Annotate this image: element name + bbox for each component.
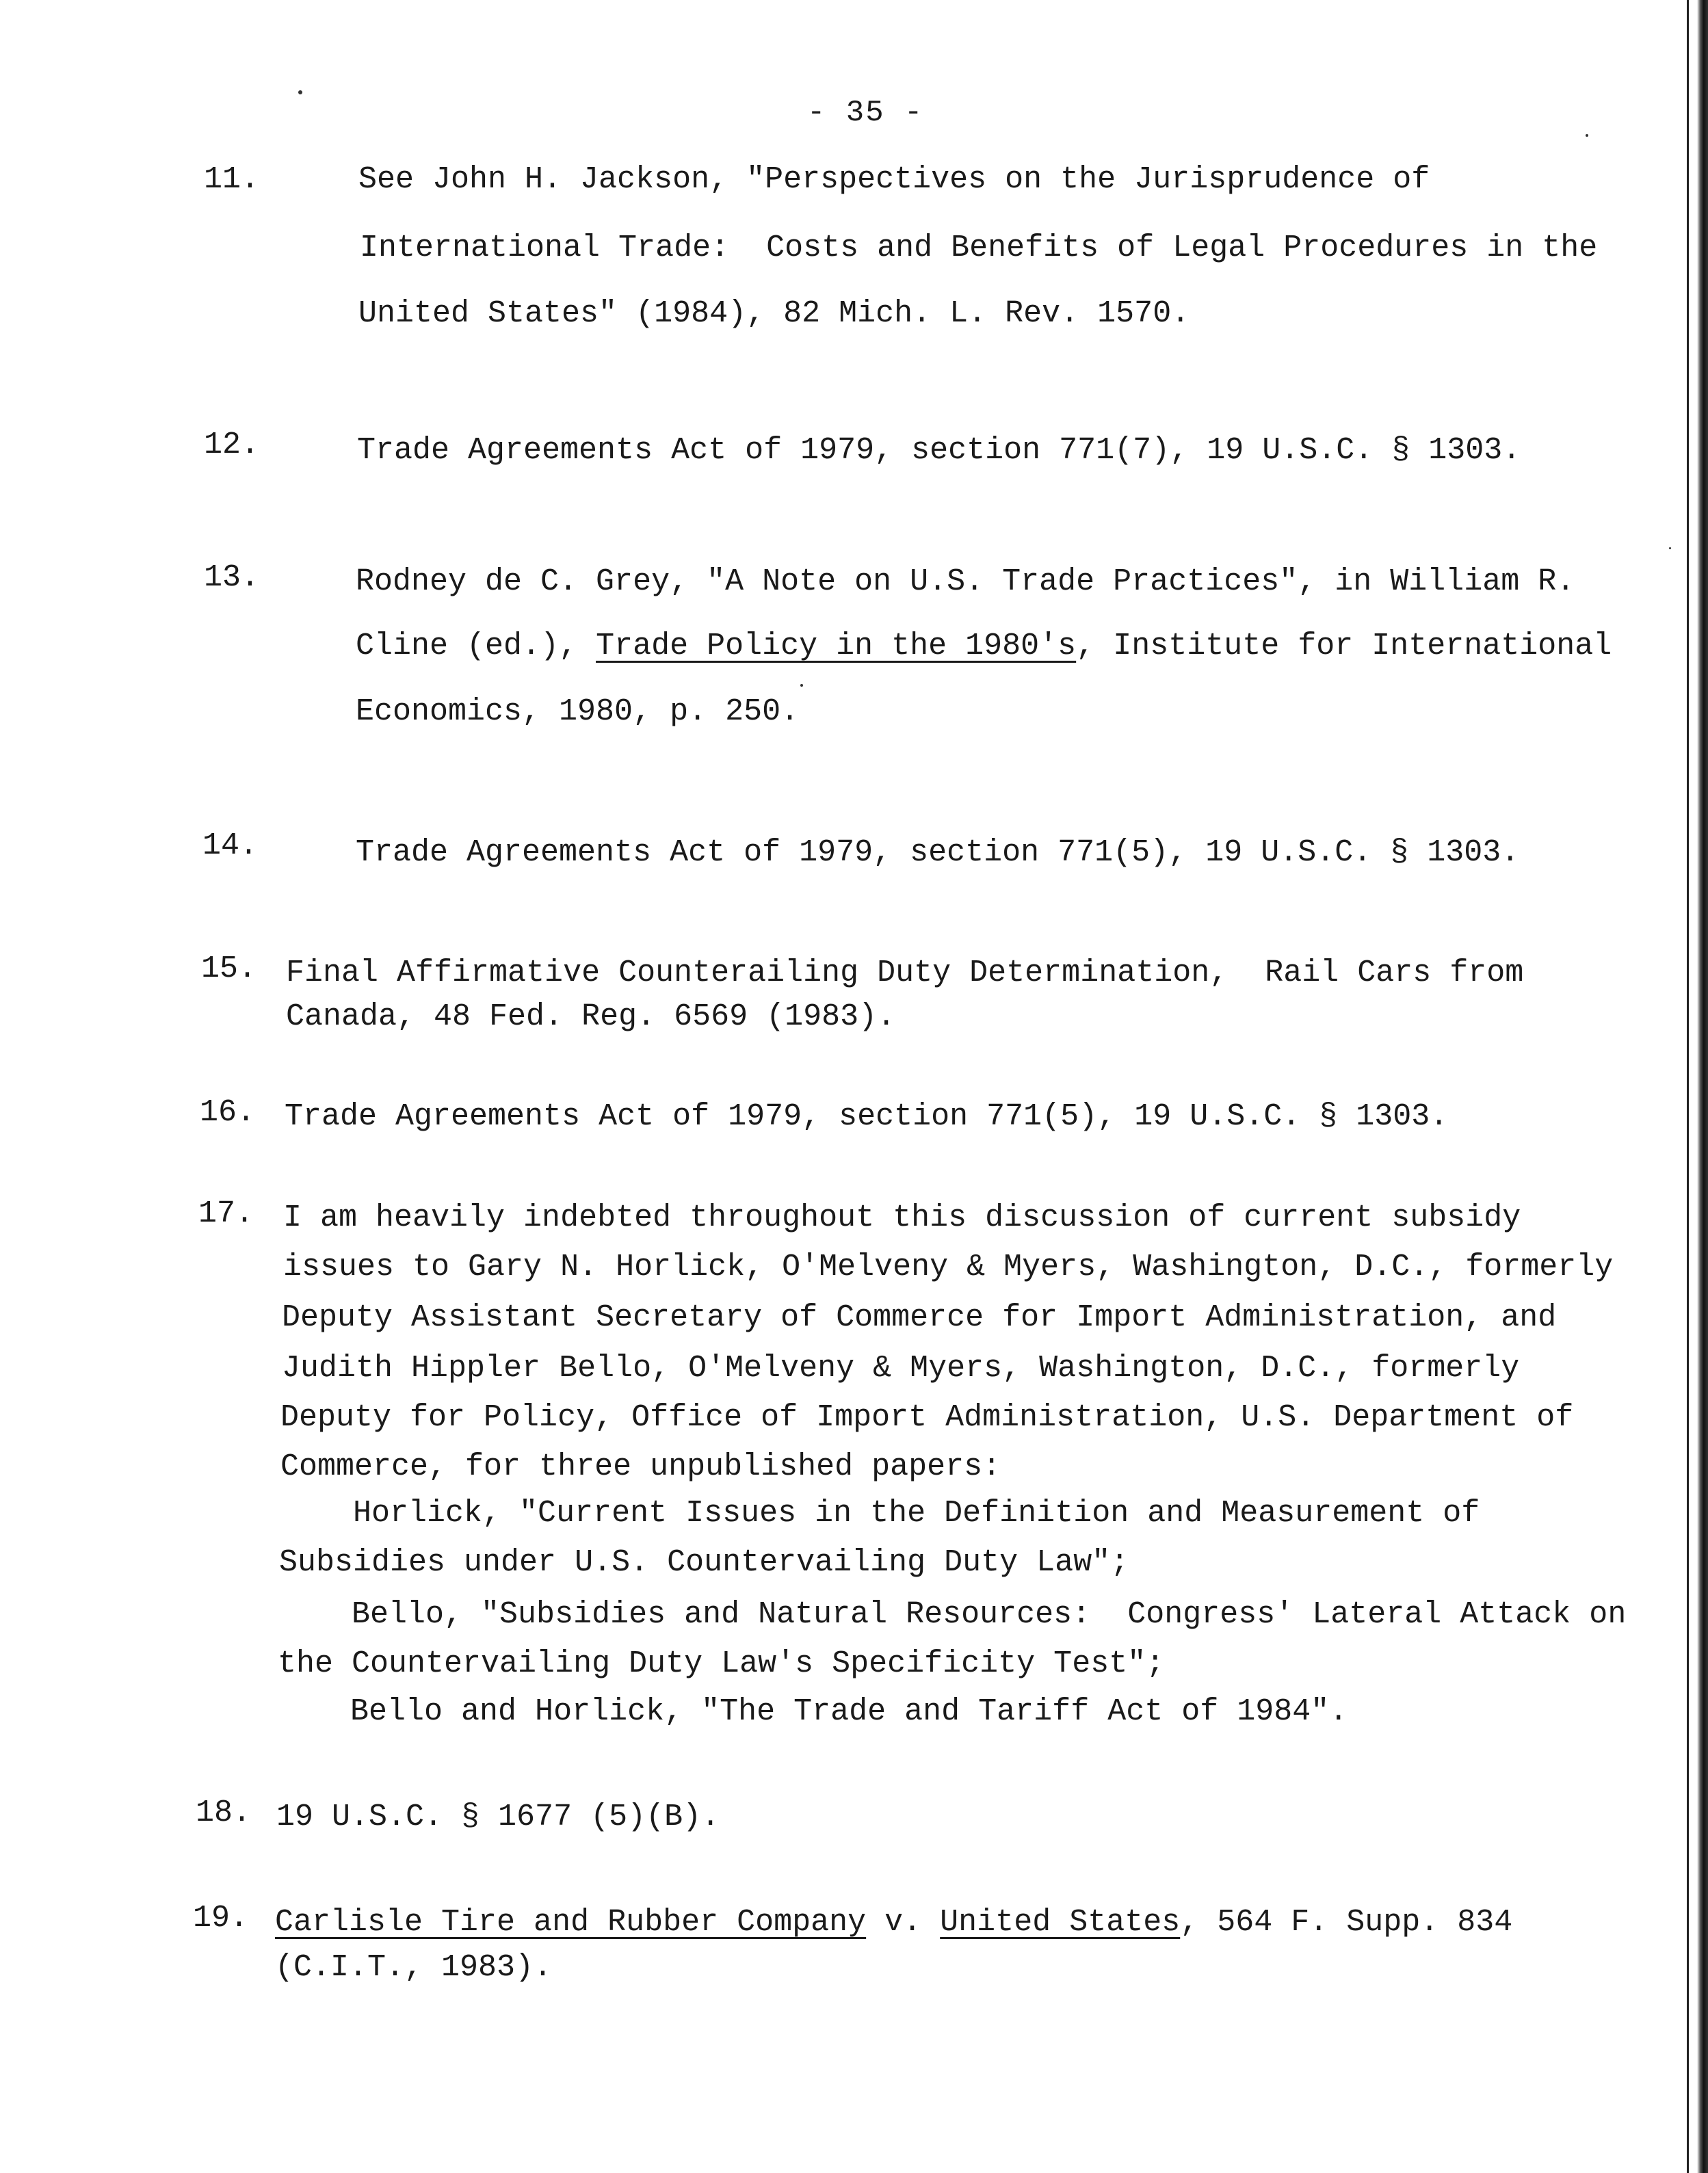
footnote-13 <box>204 560 1612 733</box>
footnote-text-line: Economics, 1980, p. 250. <box>356 694 800 729</box>
footnote-text-line: Commerce, for three unpublished papers: <box>280 1449 1001 1484</box>
footnote-14 <box>202 830 1571 871</box>
scan-speck <box>298 90 302 94</box>
footnote-text-line: Judith Hippler Bello, O'Melveny & Myers, Washington, D.C., formerly <box>282 1351 1520 1386</box>
footnote-number: 14. <box>202 828 259 863</box>
footnote-text-line: United States" (1984), 82 Mich. L. Rev. 1570. <box>358 296 1190 331</box>
footnote-text-line: (C.I.T., 1983). <box>275 1950 553 1985</box>
footnote-text: , Institute for International <box>1076 629 1612 663</box>
scan-speck <box>1586 134 1588 137</box>
footnote-text-line: International Trade: Costs and Benefits of Legal Procedures in the <box>360 231 1598 265</box>
footnote-number: 13. <box>204 560 260 595</box>
footnote-text-line: Final Affirmative Counterailing Duty Determination, Rail Cars from <box>286 956 1524 990</box>
scan-edge-shadow <box>1697 0 1708 2173</box>
case-name: Carlisle Tire and Rubber Company <box>275 1905 867 1940</box>
footnote-text-line: Subsidies under U.S. Countervailing Duty Law"; <box>279 1545 1129 1580</box>
footnote-number: 12. <box>204 427 260 462</box>
footnote-number: 11. <box>204 162 260 197</box>
scan-edge-line <box>1687 0 1689 2173</box>
footnote-text-line: Horlick, "Current Issues in the Definition and Measurement of <box>279 1496 1480 1531</box>
footnote-11 <box>204 162 1598 335</box>
footnote-text-line: issues to Gary N. Horlick, O'Melveny & Myers, Washington, D.C., formerly <box>283 1250 1614 1285</box>
footnote-text-line: See John H. Jackson, "Perspectives on the Jurisprudence of <box>358 162 1430 197</box>
footnote-number: 17. <box>198 1196 254 1231</box>
footnote-number: 19. <box>193 1901 249 1936</box>
footnote-text-line: the Countervailing Duty Law's Specificity Test"; <box>278 1646 1165 1681</box>
scan-speck <box>1669 547 1671 549</box>
footnote-text-line: Bello, "Subsidies and Natural Resources: Congress' Lateral Attack on <box>278 1597 1627 1632</box>
footnote-number: 18. <box>196 1795 252 1830</box>
footnote-12 <box>204 427 1572 471</box>
footnote-text-line: 19 U.S.C. § 1677 (5)(B). <box>276 1800 720 1834</box>
footnote-text: v. <box>866 1905 941 1940</box>
footnote-17 <box>198 1196 1627 1759</box>
footnote-text: , 564 F. Supp. 834 <box>1180 1905 1513 1940</box>
footnote-text-line: Trade Agreements Act of 1979, section 771(5), 19 U.S.C. § 1303. <box>356 835 1520 870</box>
book-title: Trade Policy in the 1980's <box>596 629 1077 663</box>
footnote-text-line: Rodney de C. Grey, "A Note on U.S. Trade Practices", in William R. <box>356 564 1575 599</box>
footnote-15 <box>201 953 1569 1036</box>
footnote-16 <box>200 1097 1568 1138</box>
footnote-text-line <box>356 631 1612 661</box>
footnote-text-line <box>275 1907 1512 1938</box>
footnote-text-line: Trade Agreements Act of 1979, section 771(7), 19 U.S.C. § 1303. <box>357 433 1521 468</box>
footnote-text-line: Bello and Horlick, "The Trade and Tariff Act of 1984". <box>276 1694 1348 1729</box>
page-number: - 35 - <box>807 96 924 130</box>
footnote-text-line: Deputy for Policy, Office of Import Administration, U.S. Department of <box>280 1400 1574 1435</box>
footnote-text-line: Deputy Assistant Secretary of Commerce for Import Administration, and <box>282 1300 1557 1335</box>
footnote-text-line: Canada, 48 Fed. Reg. 6569 (1983). <box>286 999 896 1034</box>
footnote-text-line: Trade Agreements Act of 1979, section 771(5), 19 U.S.C. § 1303. <box>285 1099 1449 1134</box>
footnote-19 <box>193 1903 1561 1985</box>
footnote-text-line: I am heavily indebted throughout this discussion of current subsidy <box>283 1200 1521 1235</box>
case-name: United States <box>940 1905 1181 1940</box>
footnote-text: Cline (ed.), <box>356 629 596 663</box>
footnote-18 <box>196 1797 1564 1839</box>
footnote-number: 15. <box>201 951 257 986</box>
footnote-number: 16. <box>200 1095 256 1130</box>
